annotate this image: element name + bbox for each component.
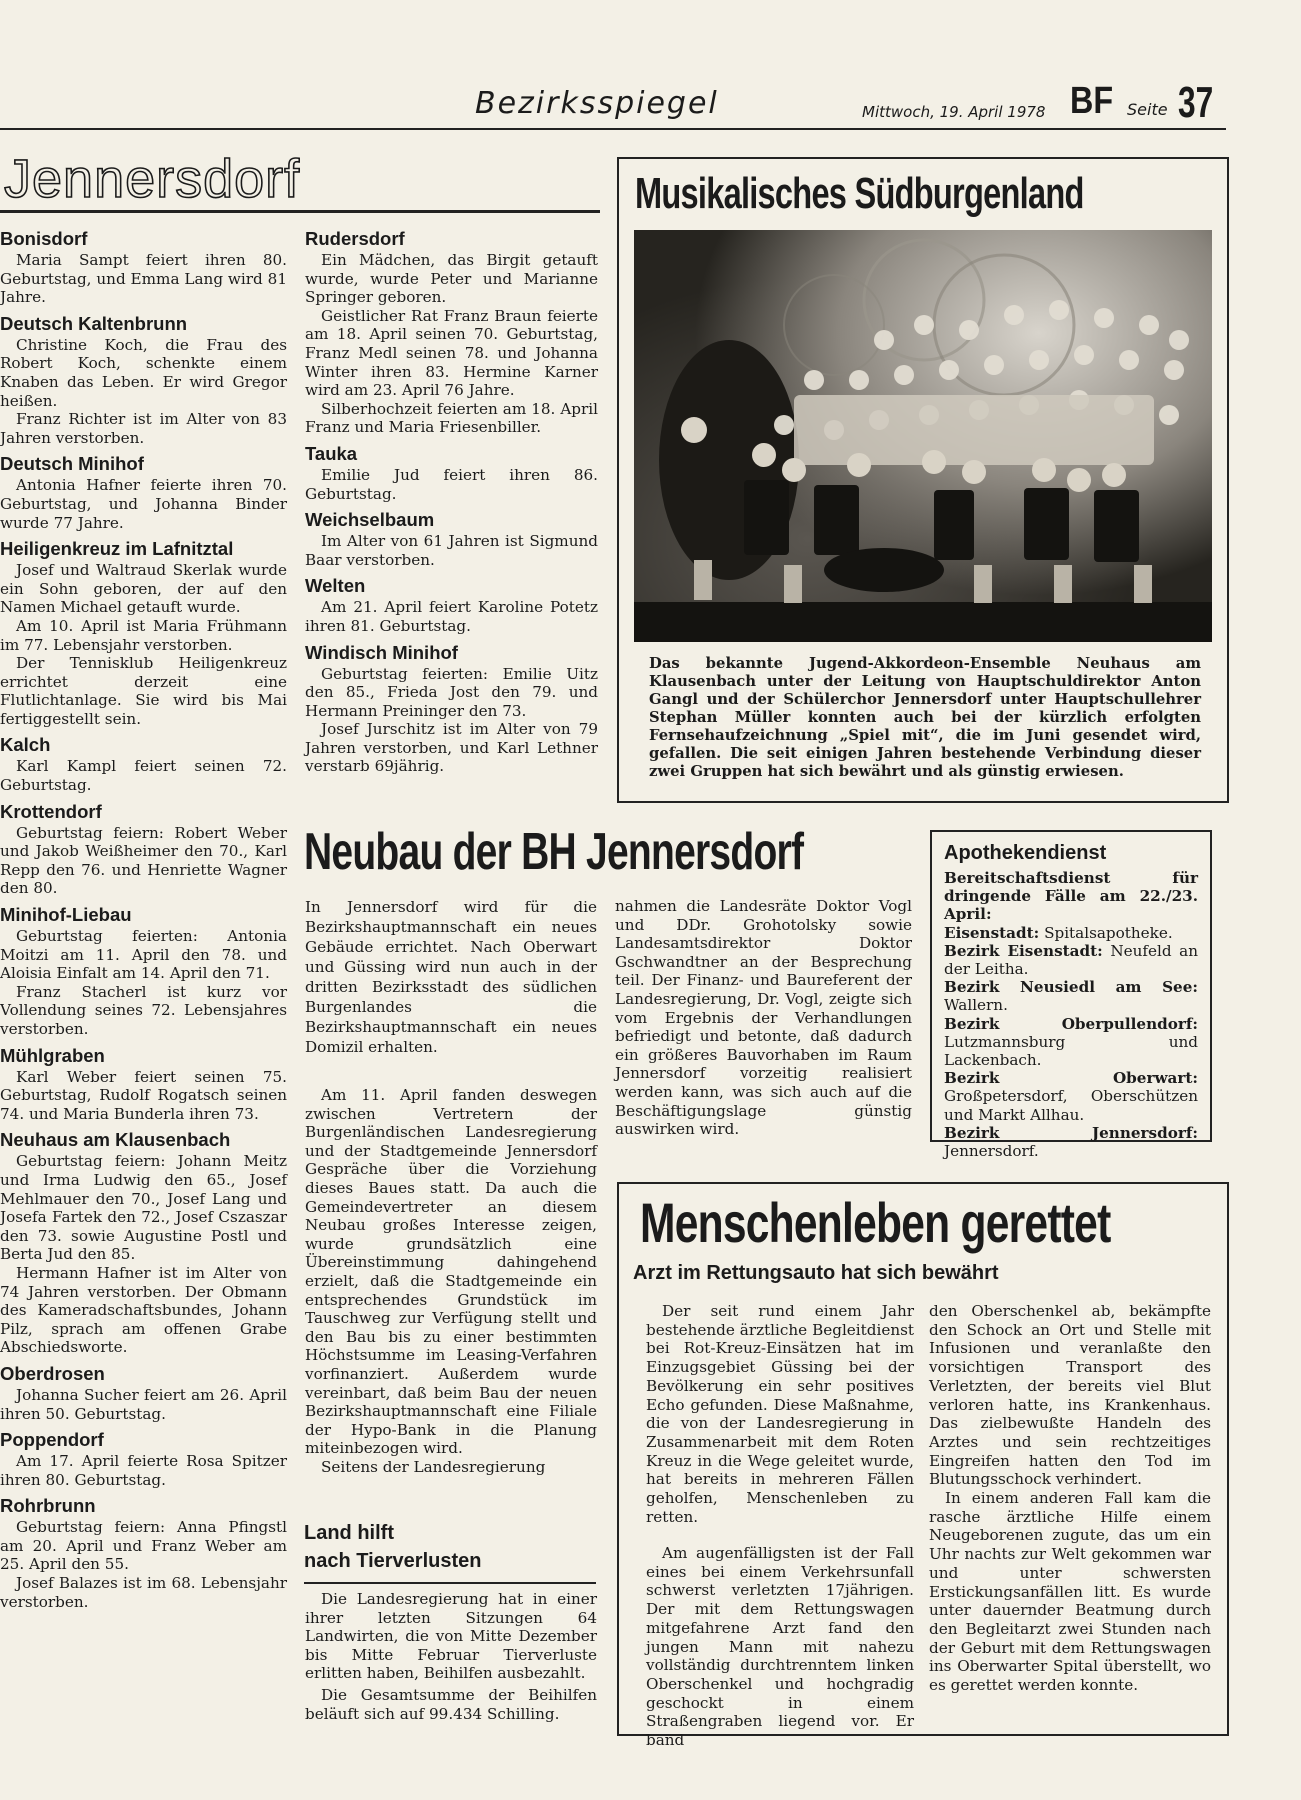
apotheke-entry bbox=[944, 978, 1198, 1014]
village-heading-tauka: Tauka bbox=[305, 442, 358, 464]
village-news-paragraph: Hermann Hafner ist im Alter von 74 Jahren verstorben. Der Obmann des Kameradschaftsbundes, Johann Pilz, sprach am offenen Grabe Abschiedsworte. bbox=[0, 1263, 287, 1357]
village-news-paragraph: Josef und Waltraud Skerlak wurde ein Sohn geboren, der auf den Namen Michael getauft wurde. bbox=[0, 561, 287, 617]
issue-date: Mittwoch, 19. April 1978 bbox=[862, 103, 1046, 121]
village-heading-windisch-minihof: Windisch Minihof bbox=[305, 641, 458, 663]
village-heading-kalch: Kalch bbox=[0, 734, 51, 756]
apotheke-district: Eisenstadt: bbox=[944, 923, 1040, 942]
neubau-paragraph-2: Seitens der Landesregierung bbox=[321, 1457, 546, 1476]
apotheke-entry bbox=[944, 1124, 1198, 1160]
neubau-lead: In Jennersdorf wird für die Bezirkshauptmannschaft ein neues Gebäude errichtet. Nach Oberwart und Güssing wird nun auch in der dritten Bezirksstadt des südlichen Burgenlandes die Bezirkshauptmannschaft ein neues Domizil erhalten. bbox=[305, 898, 597, 1056]
village-news-paragraph: Ein Mädchen, das Birgit getauft wurde, wurde Peter und Marianne Springer geboren. bbox=[305, 251, 598, 307]
newspaper-section-title: Bezirksspiegel bbox=[475, 86, 719, 121]
land-rule bbox=[304, 1582, 596, 1584]
neubau-body-col1 bbox=[305, 1086, 597, 1476]
village-news-paragraph: Antonia Hafner feierte ihren 70. Geburtstag, und Johanna Binder wurde 77 Jahre. bbox=[0, 476, 287, 532]
middle-news-column bbox=[305, 222, 598, 776]
apotheke-district: Bezirk Eisenstadt: bbox=[944, 941, 1103, 960]
menschenleben-lead bbox=[646, 1302, 914, 1526]
village-news-paragraph: Geburtstag feiern: Robert Weber und Jakob Weißheimer den 70., Karl Repp den 76. und Henriette Wagner den 80. bbox=[0, 823, 287, 898]
village-news-paragraph: Geburtstag feiern: Anna Pfingstl am 20. April und Franz Weber am 25. April den 55. bbox=[0, 1518, 287, 1574]
section-rule bbox=[0, 210, 600, 213]
ensemble-photo bbox=[634, 230, 1212, 642]
ensemble-photo-illustration bbox=[634, 230, 1212, 642]
land-body bbox=[305, 1686, 597, 1723]
land-lead-text: Die Landesregierung hat in einer ihrer letzten Sitzungen 64 Landwirten, die von Mitte Dezember bis Mitte Februar Tierverluste erlitten haben, Beihilfen ausbezahlt. bbox=[305, 1590, 597, 1683]
apothekendienst-box bbox=[930, 830, 1212, 1161]
village-heading-welten: Welten bbox=[305, 575, 366, 597]
village-news-paragraph: Geburtstag feierten: Antonia Moitzi am 11. April den 78. und Aloisia Einfalt am 14. April den 71. bbox=[0, 927, 287, 983]
village-news-paragraph: Am 21. April feiert Karoline Potetz ihren 81. Geburtstag. bbox=[305, 598, 598, 635]
left-news-column bbox=[0, 222, 287, 1611]
land-headline-line1: Land hilft bbox=[304, 1522, 394, 1544]
photo-caption: Das bekannte Jugend-Akkordeon-Ensemble Neuhaus am Klausenbach unter der Leitung von Hauptschuldirektor Anton Gangl und der Schülerchor Jennersdorf unter Hauptschullehrer Stephan Müller konnten auch bei der kürzlich erfolgten Fernsehaufzeichnung „Spiel mit“, die im Juni gesendet wird, gefallen. Die seit einigen Jahren bestehende Verbindung dieser zwei Gruppen hat sich bewährt und als günstig erwiesen. bbox=[649, 655, 1201, 780]
neubau-paragraph-3: nahmen die Landesräte Doktor Vogl und DDr. Grohotolsky sowie Landesamtsdirektor Doktor Gschwandtner an der Besprechung teil. Der Finanz- und Baureferent der Landesregierung, Dr. Vogl, zeigte sich vom Ergebnis der Verhandlungen befriedigt und betonte, daß dadurch ein größeres Bauvorhaben im Raum Jennersdorf vorzeitig realisiert werden kann, was sich auch auf die Beschäftigungslage günstig auswirken wird. bbox=[615, 897, 912, 1139]
village-heading-deutsch-minihof: Deutsch Minihof bbox=[0, 453, 144, 475]
village-heading-rudersdorf: Rudersdorf bbox=[305, 228, 405, 249]
village-news-paragraph: Karl Kampl feiert seinen 72. Geburtstag. bbox=[0, 757, 287, 795]
apotheke-location: Großpetersdorf, Oberschützen und Markt Allhau. bbox=[944, 1087, 1198, 1124]
village-heading-oberdrosen: Oberdrosen bbox=[0, 1362, 105, 1384]
village-news-paragraph: Geistlicher Rat Franz Braun feierte am 18. April seinen 70. Geburtstag, Franz Medl seinen 78. und Johanna Winter ihren 83. Hermine Karner wird am 23. April 76 Jahre. bbox=[305, 306, 598, 400]
village-news-paragraph: Im Alter von 61 Jahren ist Sigmund Baar verstorben. bbox=[305, 532, 598, 569]
apotheke-entry bbox=[944, 942, 1198, 978]
apotheke-district: Bezirk Jennersdorf: bbox=[944, 1123, 1198, 1142]
neubau-body-col2 bbox=[615, 897, 912, 1139]
village-heading-rohrbrunn: Rohrbrunn bbox=[0, 1495, 96, 1517]
apotheke-entry bbox=[944, 1015, 1198, 1070]
menschenleben-lead-text: Der seit rund einem Jahr bestehende ärztliche Begleitdienst bei Rot-Kreuz-Einsätzen hat im Einzugsgebiet Güssing bei der Bevölkerung ein sehr positives Echo gefunden. Diese Maßnahme, die von der Landesregierung in Zusammenarbeit mit dem Roten Kreuz in die Wege geleitet wurde, hat bereits in mehreren Fällen geholfen, Menschenleben zu retten. bbox=[646, 1302, 914, 1526]
apotheke-entry bbox=[944, 1069, 1198, 1124]
apotheke-location: Neufeld an der Leitha. bbox=[944, 941, 1198, 979]
apotheke-location: Wallern. bbox=[944, 996, 1008, 1015]
village-heading-krottendorf: Krottendorf bbox=[0, 800, 102, 822]
musik-article-box bbox=[617, 157, 1229, 803]
village-news-paragraph: Franz Stacherl ist kurz vor Vollendung seines 72. Lebensjahres verstorben. bbox=[0, 982, 287, 1038]
land-headline-line2: nach Tierverlusten bbox=[304, 1550, 482, 1572]
page-number: 37 bbox=[1178, 78, 1214, 127]
header-rule bbox=[0, 128, 1226, 130]
village-news-paragraph: Karl Weber feiert seinen 75. Geburtstag, Rudolf Rogatsch seinen 74. und Maria Bunderla ihren 73. bbox=[0, 1067, 287, 1123]
village-heading-neuhaus-am-klausenbach: Neuhaus am Klausenbach bbox=[0, 1129, 231, 1151]
village-heading-bonisdorf: Bonisdorf bbox=[0, 228, 88, 249]
apotheke-location: Lutzmannsburg und Lackenbach. bbox=[944, 1032, 1198, 1070]
menschenleben-col2-para2: In einem anderen Fall kam die rasche ärztliche Hilfe einem Neugeborenen zugute, das um ein Uhr nachts zur Welt gekommen war und unter schwersten Erstickungsanfällen litt. Es wurde unter dauernder Beatmung durch den Begleitarzt zwei Stunden nach der Geburt mit dem Rettungswagen ins Oberwarter Spital überstellt, wo es gerettet werden konnte. bbox=[929, 1489, 1211, 1695]
village-news-paragraph: Am 10. April ist Maria Frühmann im 77. Lebensjahr verstorben. bbox=[0, 616, 287, 654]
village-heading-minihof-liebau: Minihof-Liebau bbox=[0, 904, 132, 926]
apotheke-entry bbox=[944, 924, 1198, 942]
menschenleben-col1 bbox=[646, 1544, 914, 1750]
village-heading-muhlgraben: Mühlgraben bbox=[0, 1044, 105, 1066]
village-news-paragraph: Am 17. April feierte Rosa Spitzer ihren 80. Geburtstag. bbox=[0, 1452, 287, 1489]
page-label: Seite bbox=[1127, 100, 1168, 119]
musik-headline: Musikalisches Südburgenland bbox=[635, 169, 1084, 218]
village-news-paragraph: Franz Richter ist im Alter von 83 Jahren verstorben. bbox=[0, 410, 287, 447]
menschenleben-col2 bbox=[929, 1302, 1211, 1695]
apotheke-district: Bezirk Oberpullendorf: bbox=[944, 1014, 1198, 1033]
apotheke-location: Jennersdorf. bbox=[944, 1142, 1039, 1161]
village-news-paragraph: Christine Koch, die Frau des Robert Koch, schenkte einem Knaben das Leben. Er wird Gregor heißen. bbox=[0, 335, 287, 410]
menschenleben-subtitle: Arzt im Rettungsauto hat sich bewährt bbox=[633, 1262, 999, 1284]
village-news-paragraph: Johanna Sucher feiert am 26. April ihren 50. Geburtstag. bbox=[0, 1385, 287, 1423]
apothekendienst-intro: Bereitschaftsdienst für dringende Fälle am 22./23. April: bbox=[944, 869, 1198, 924]
village-news-paragraph: Josef Balazes ist im 68. Lebensjahr verstorben. bbox=[0, 1574, 287, 1611]
village-heading-weichselbaum: Weichselbaum bbox=[305, 509, 435, 531]
village-heading-poppendorf: Poppendorf bbox=[0, 1429, 104, 1451]
apotheke-location: Spitalsapotheke. bbox=[1044, 923, 1173, 942]
village-news-paragraph: Emilie Jud feiert ihren 86. Geburtstag. bbox=[305, 465, 598, 503]
village-news-paragraph: Geburtstag feiern: Johann Meitz und Irma Ludwig den 65., Josef Mehlmauer den 70., Josef Lang und Josefa Fartek den 72., Josef Cszaszar den 73. sowie Augustine Postl und Berta Jud den 85. bbox=[0, 1152, 287, 1264]
village-news-paragraph: Silberhochzeit feierten am 18. April Franz und Maria Friesenbiller. bbox=[305, 399, 598, 437]
neubau-paragraph-1: Am 11. April fanden deswegen zwischen Vertretern der Burgenländischen Landesregierung und der Stadtgemeinde Jennersdorf Gespräche über die Vorziehung dieses Baues statt. Da auch die Gemeindevertreter an diesem Neubau großes Interesse zeigen, wurde grundsätzlich eine Übereinstimmung dahingehend erzielt, daß die Stadtgemeinde ein entsprechendes Grundstück im Tauschweg zur Verfügung stellt und den Bau bis zu einer bestimmten Höchstsumme im Leasing-Verfahren vorfinanziert. Außerdem wurde vereinbart, daß beim Bau der neuen Bezirkshauptmannschaft eine Filiale der Hypo-Bank in die Planung miteinbezogen wird. bbox=[305, 1086, 597, 1458]
apotheke-district: Bezirk Oberwart: bbox=[944, 1069, 1198, 1088]
section-title: Jennersdorf bbox=[4, 149, 301, 209]
land-body-text: Die Gesamtsumme der Beihilfen beläuft sich auf 99.434 Schilling. bbox=[305, 1686, 597, 1723]
village-heading-heiligenkreuz-im-lafnitztal: Heiligenkreuz im Lafnitztal bbox=[0, 538, 234, 560]
menschenleben-headline: Menschenleben gerettet bbox=[640, 1191, 1111, 1254]
menschenleben-col1-text: Am augenfälligsten ist der Fall eines bei einem Verkehrsunfall schwerst verletzten 17jährigen. Der mit dem Rettungswagen mitgefahrene Arzt fand den jungen Mann mit nahezu vollständig durchtrenntem linken Oberschenkel und hochgradig geschockt in einem Straßengraben liegend vor. Er band bbox=[646, 1544, 914, 1750]
village-news-paragraph: Maria Sampt feiert ihren 80. Geburtstag, und Emma Lang wird 81 Jahre. bbox=[0, 251, 287, 307]
apotheke-district: Bezirk Neusiedl am See: bbox=[944, 978, 1198, 997]
village-news-paragraph: Josef Jurschitz ist im Alter von 79 Jahren verstorben, und Karl Lethner verstarb 69jährig. bbox=[305, 720, 598, 776]
village-news-paragraph: Geburtstag feierten: Emilie Uitz den 85., Frieda Jost den 79. und Hermann Preininger den 73. bbox=[305, 664, 598, 720]
menschenleben-box bbox=[617, 1182, 1229, 1750]
menschenleben-col2-para1: den Oberschenkel ab, bekämpfte den Schock an Ort und Stelle mit Infusionen und veranlaßte den vorsichtigen Transport des Verletzten, der bereits viel Blut verloren hatte, ins Krankenhaus. Das zielbewußte Handeln des Arztes und sein rechtzeitiges Eingreifen hatten den Tod im Blutungsschock verhindert. bbox=[929, 1302, 1211, 1489]
land-lead bbox=[305, 1590, 597, 1683]
village-news-paragraph: Der Tennisklub Heiligenkreuz errichtet derzeit eine Flutlichtanlage. Sie wird bis Mai fertiggestellt sein. bbox=[0, 654, 287, 728]
newspaper-logo: BF bbox=[1070, 80, 1114, 122]
neubau-headline: Neubau der BH Jennersdorf bbox=[304, 823, 804, 881]
village-heading-deutsch-kaltenbrunn: Deutsch Kaltenbrunn bbox=[0, 312, 188, 334]
apothekendienst-title: Apothekendienst bbox=[944, 842, 1107, 864]
